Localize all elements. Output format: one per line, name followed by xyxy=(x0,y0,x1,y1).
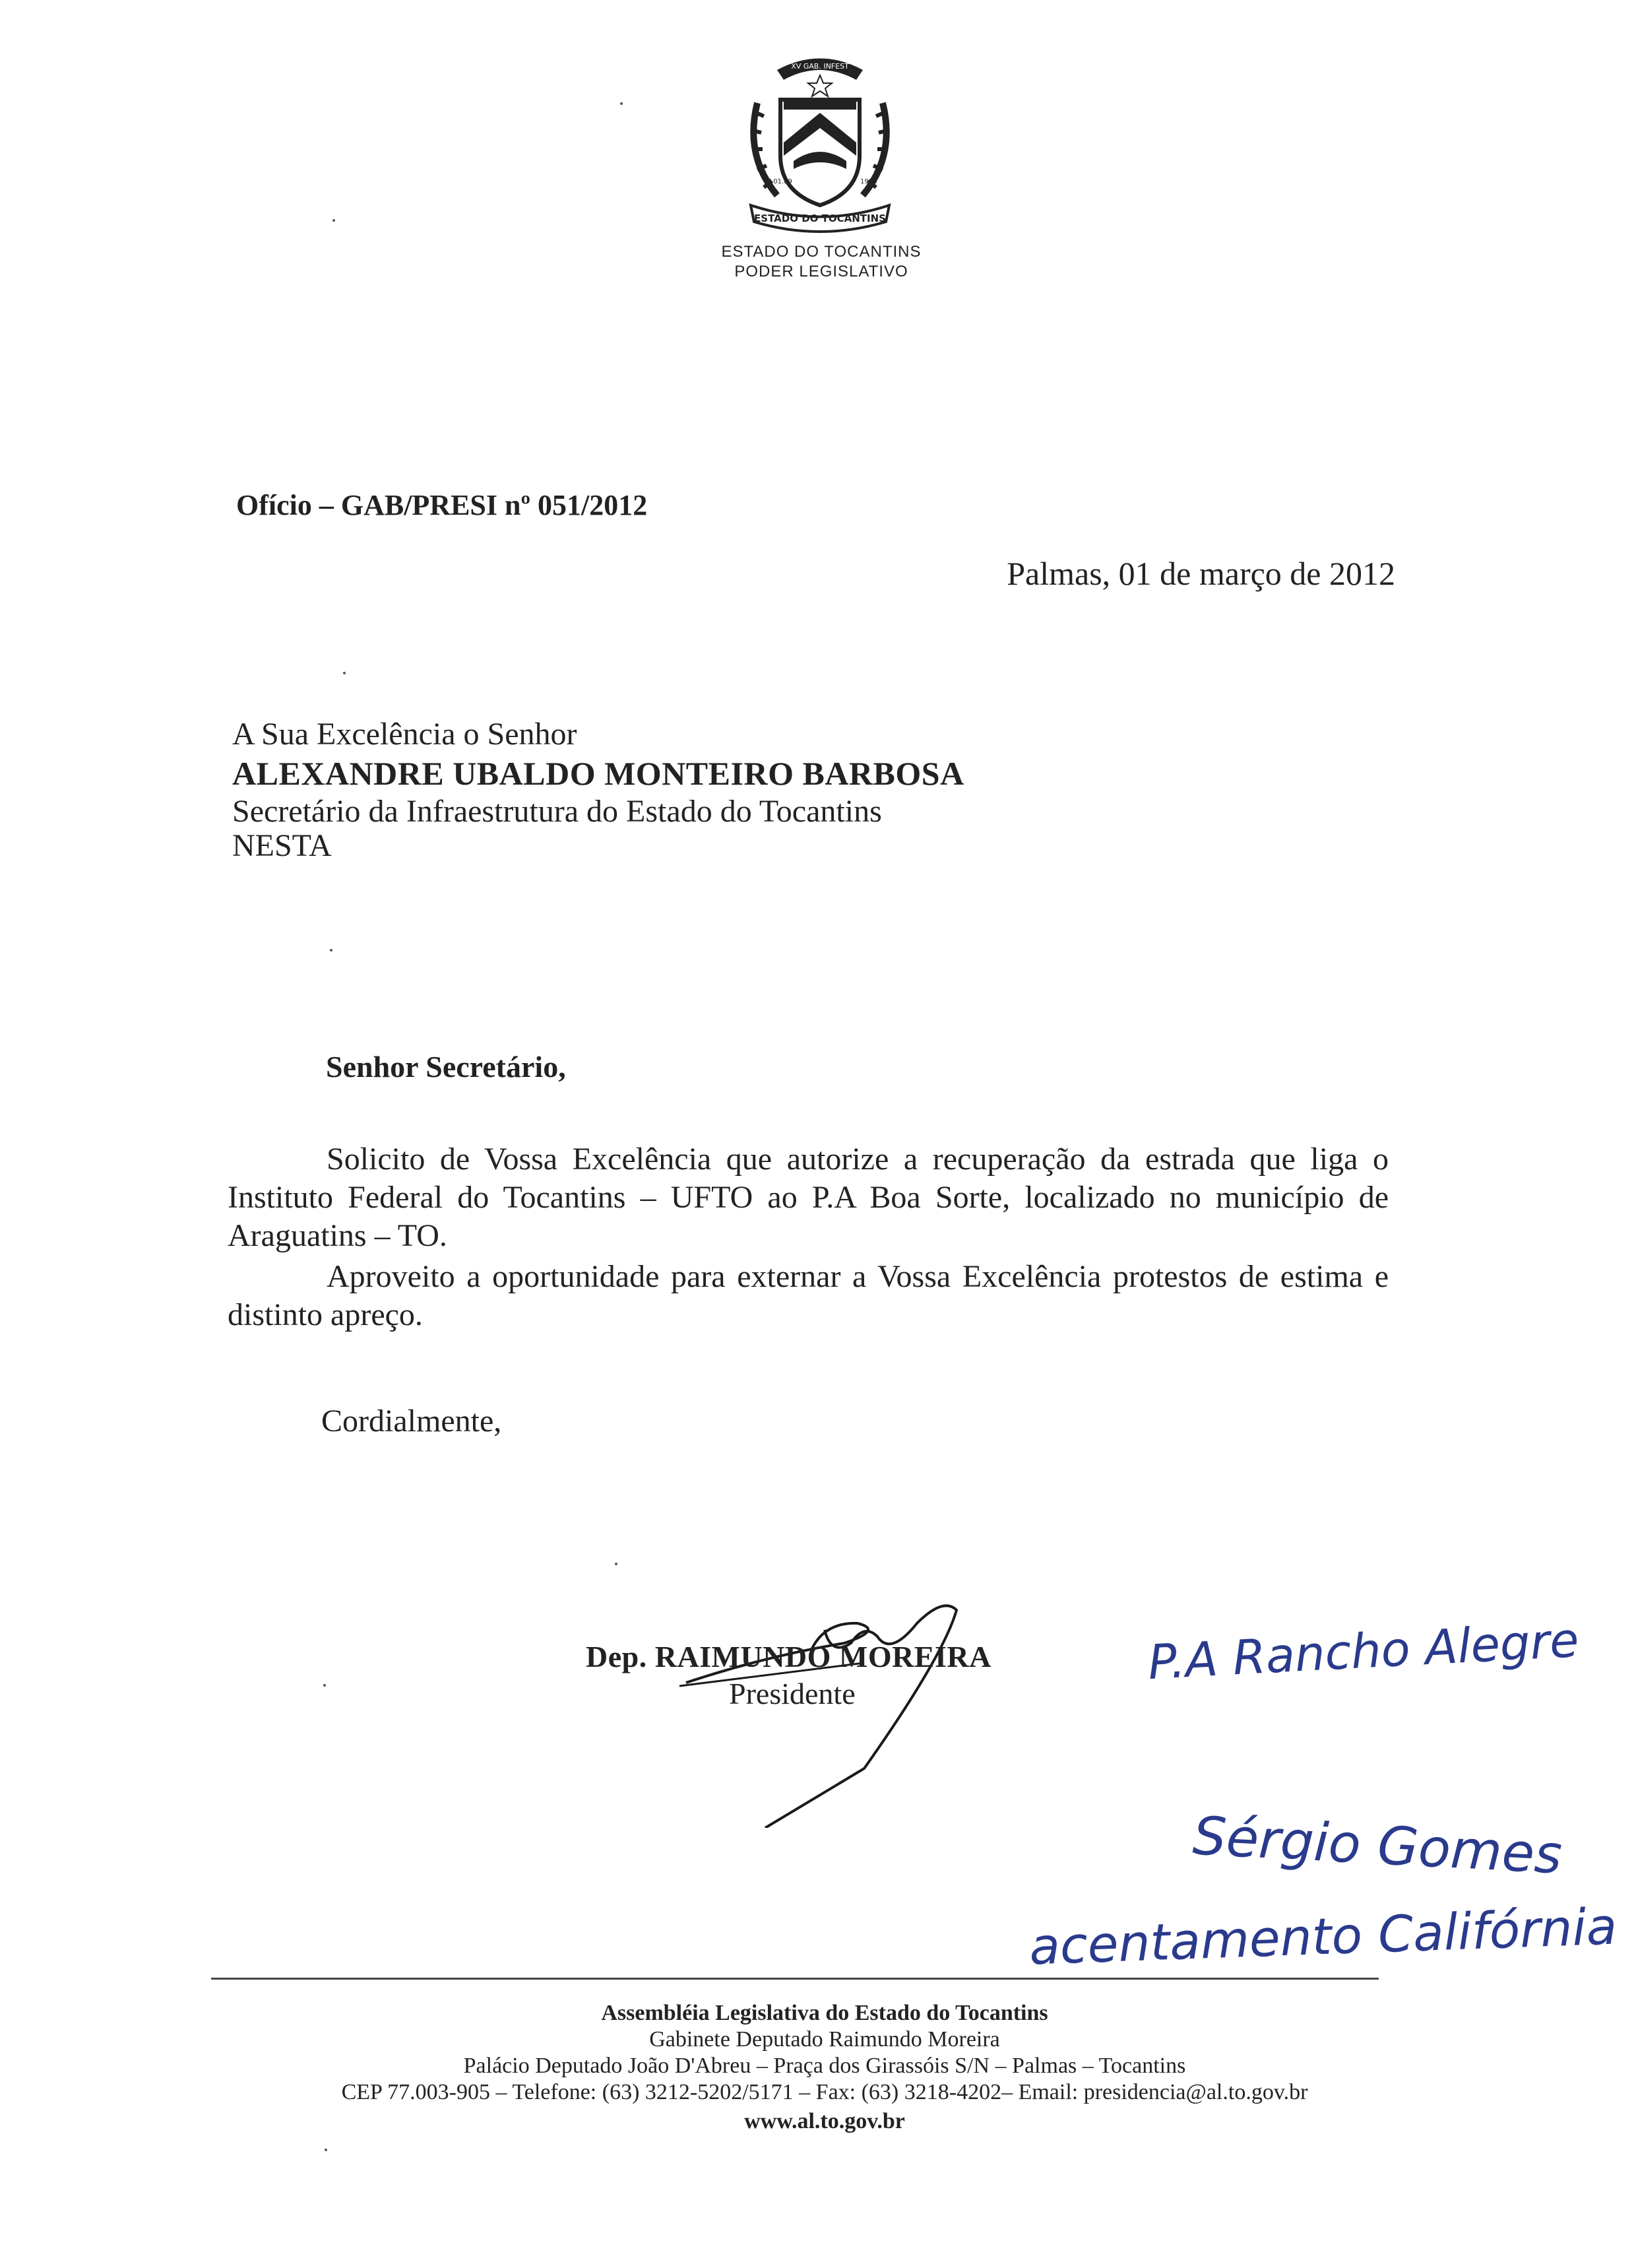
scan-speck xyxy=(620,102,623,105)
signatory-role: Presidente xyxy=(729,1677,856,1710)
footer-address: Palácio Deputado João D'Abreu – Praça dos Girassóis S/N – Palmas – Tocantins xyxy=(463,2054,1186,2078)
footer-cabinet: Gabinete Deputado Raimundo Moreira xyxy=(649,2027,1000,2052)
state-coat-of-arms xyxy=(731,44,909,235)
oficio-number: Ofício – GAB/PRESI nº 051/2012 xyxy=(236,489,648,521)
signatory-name: Dep. RAIMUNDO MOREIRA xyxy=(586,1640,991,1673)
handwritten-note-name: Sérgio Gomes xyxy=(1191,1805,1564,1886)
scan-speck xyxy=(325,2149,327,2151)
handwritten-note-assentamento: acentamento Califórnia xyxy=(1028,1896,1618,1976)
footer-divider xyxy=(211,1978,1379,1980)
scan-speck xyxy=(323,1684,326,1687)
recipient-title: Secretário da Infraestrutura do Estado do Tocantins xyxy=(232,794,882,829)
scan-speck xyxy=(343,672,346,674)
letter-greeting: Senhor Secretário, xyxy=(326,1050,566,1084)
scan-speck xyxy=(330,949,332,952)
scan-speck xyxy=(615,1563,617,1565)
header-power-name: PODER LEGISLATIVO xyxy=(734,263,908,280)
header-state-name: ESTADO DO TOCANTINS xyxy=(721,243,922,261)
svg-text:ESTADO DO TOCANTINS: ESTADO DO TOCANTINS xyxy=(754,212,886,224)
svg-text:1988: 1988 xyxy=(860,178,877,185)
body-paragraph-2: Aproveito a oportunidade para externar a Vossa Excelência protestos de estima e distinto apreço. xyxy=(228,1259,1389,1332)
footer-website: www.al.to.gov.br xyxy=(744,2109,905,2133)
svg-text:1º.01.89: 1º.01.89 xyxy=(764,178,792,185)
recipient-location: NESTA xyxy=(232,828,332,863)
letter-date: Palmas, 01 de março de 2012 xyxy=(1007,555,1395,592)
footer-institution: Assembléia Legislativa do Estado do Tocantins xyxy=(601,2001,1048,2025)
footer-contacts: CEP 77.003-905 – Telefone: (63) 3212-5202/5171 – Fax: (63) 3218-4202– Email: presidencia@al.to.gov.br xyxy=(341,2080,1308,2104)
body-paragraph-1: Solicito de Vossa Excelência que autorize a recuperação da estrada que liga o Instituto Federal do Tocantins – UFTO ao P.A Boa Sorte, localizado no município de Araguatins – TO. xyxy=(228,1142,1389,1253)
scan-speck xyxy=(332,219,335,222)
handwritten-note-rancho-alegre: P.A Rancho Alegre xyxy=(1147,1611,1581,1691)
letter-closing: Cordialmente, xyxy=(321,1404,502,1439)
recipient-name: ALEXANDRE UBALDO MONTEIRO BARBOSA xyxy=(232,755,964,792)
svg-text:XV GAB. INFEST: XV GAB. INFEST xyxy=(791,62,849,71)
recipient-salutation: A Sua Excelência o Senhor xyxy=(232,717,577,752)
